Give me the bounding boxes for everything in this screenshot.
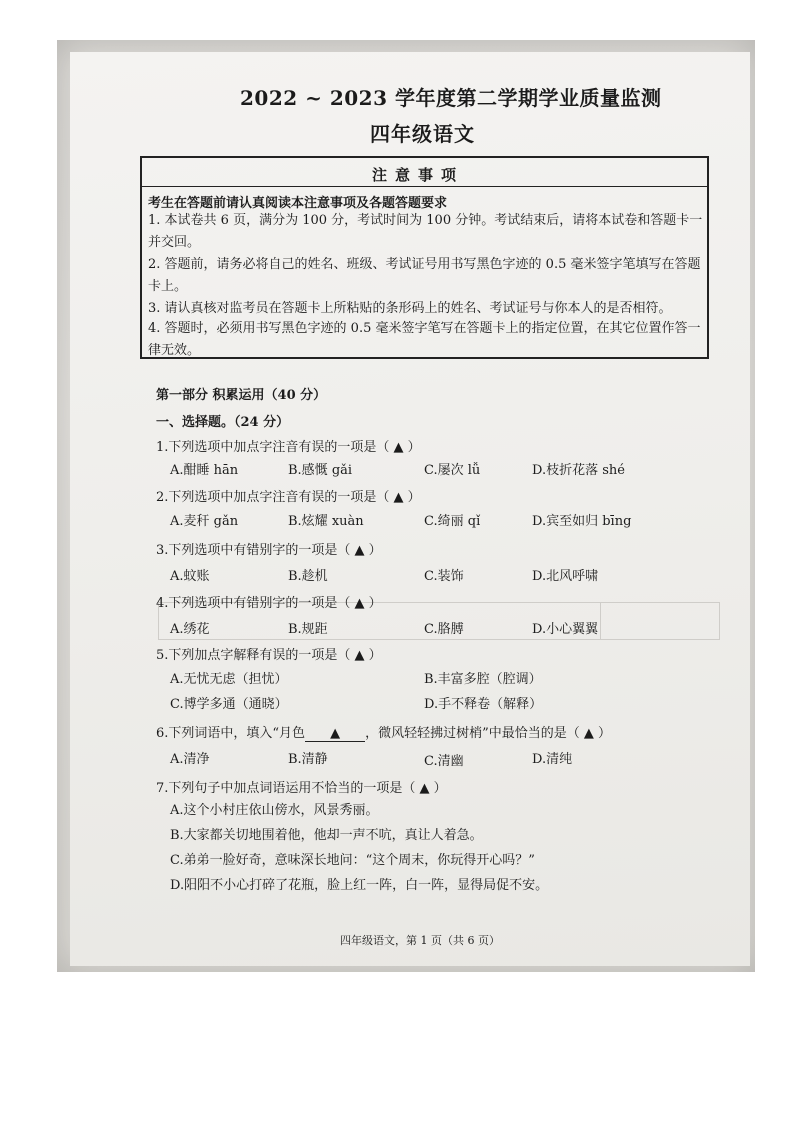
option-d: D.枝折花落 shé (532, 463, 625, 478)
option-d: D.北风呼啸 (532, 569, 599, 584)
option-b: B.感慨 gǎi (288, 463, 353, 478)
notice-item: 2. 答题前，请务必将自己的姓名、班级、考试证号用书写黑色字迹的 0.5 毫米签字笔填写在答题卡上。 (148, 257, 701, 294)
option-b: B.大家都关切地围着他，他却一声不吭，真让人着急。 (170, 828, 483, 843)
part-heading: 第一部分 积累运用（40 分） (156, 388, 327, 403)
notice-title: 注意事项 (372, 166, 465, 184)
question-stem-post: ，微风轻轻拂过树梢”中最恰当的是（ ▲ ） (365, 726, 611, 741)
question-stem-pre: 6.下列词语中，填入“月色 (156, 726, 306, 741)
question-stem: 4.下列选项中有错别字的一项是（ ▲ ） (156, 596, 382, 611)
notice-item: 1. 本试卷共 6 页，满分为 100 分，考试时间为 100 分钟。考试结束后，请将本试卷和答题卡一并交回。 (148, 213, 703, 250)
notice-item: 4. 答题时，必须用书写黑色字迹的 0.5 毫米签字笔写在答题卡上的指定位置，在其它位置作答一律无效。 (148, 321, 701, 358)
exam-page (70, 52, 750, 966)
option-a: A.酣睡 hān (170, 463, 239, 478)
question-stem: 1.下列选项中加点字注音有误的一项是（ ▲ ） (156, 440, 421, 455)
notice-item: 3. 请认真核对监考员在答题卡上所粘贴的条形码上的姓名、考试证号与你本人的是否相符。 (148, 301, 672, 316)
section-heading: 一、选择题。（24 分） (156, 415, 290, 430)
option-b: B.炫耀 xuàn (288, 514, 364, 529)
option-d: D.小心翼翼 (532, 622, 599, 637)
option-a: A.无忧无虑（担忧） (170, 672, 288, 687)
option-a: A.绣花 (170, 622, 210, 637)
exam-title: 2022 ~ 2023 学年度第二学期学业质量监测 (240, 86, 662, 110)
notice-box (140, 156, 709, 359)
option-a: A.麦秆 gǎn (170, 514, 239, 529)
fill-blank: ▲ (305, 726, 365, 742)
option-d: D.阳阳不小心打碎了花瓶，脸上红一阵，白一阵，显得局促不安。 (170, 878, 549, 893)
notice-intro: 考生在答题前请认真阅读本注意事项及各题答题要求 (148, 196, 448, 211)
option-c: C.屡次 lǚ (424, 463, 481, 478)
option-a: A.这个小村庄依山傍水，风景秀丽。 (170, 803, 379, 818)
page-footer: 四年级语文，第 1 页（共 6 页） (340, 934, 500, 947)
option-c: C.胳膊 (424, 622, 464, 637)
option-b: B.清静 (288, 752, 328, 767)
question-stem (156, 722, 611, 742)
option-d: D.清纯 (532, 752, 573, 767)
option-b: B.丰富多腔（腔调） (424, 672, 542, 687)
exam-subject: 四年级语文 (370, 122, 475, 146)
option-c: C.绮丽 qǐ (424, 514, 481, 529)
option-d: D.手不释卷（解释） (424, 697, 543, 712)
option-a: A.蚊账 (170, 569, 210, 584)
option-d: D.宾至如归 bīng (532, 514, 632, 529)
question-stem: 7.下列句子中加点词语运用不恰当的一项是（ ▲ ） (156, 781, 447, 796)
option-b: B.规距 (288, 622, 328, 637)
option-c: C.清幽 (424, 754, 464, 769)
question-stem: 5.下列加点字解释有误的一项是（ ▲ ） (156, 648, 382, 663)
question-stem: 2.下列选项中加点字注音有误的一项是（ ▲ ） (156, 490, 421, 505)
question-stem: 3.下列选项中有错别字的一项是（ ▲ ） (156, 543, 382, 558)
option-c: C.弟弟一脸好奇，意味深长地问：“这个周末，你玩得开心吗？” (170, 853, 535, 868)
option-c: C.博学多通（通晓） (170, 697, 288, 712)
notice-divider (142, 186, 707, 187)
show-through-box (600, 602, 720, 640)
option-b: B.趁机 (288, 569, 328, 584)
option-a: A.清净 (170, 752, 210, 767)
option-c: C.装饰 (424, 569, 464, 584)
